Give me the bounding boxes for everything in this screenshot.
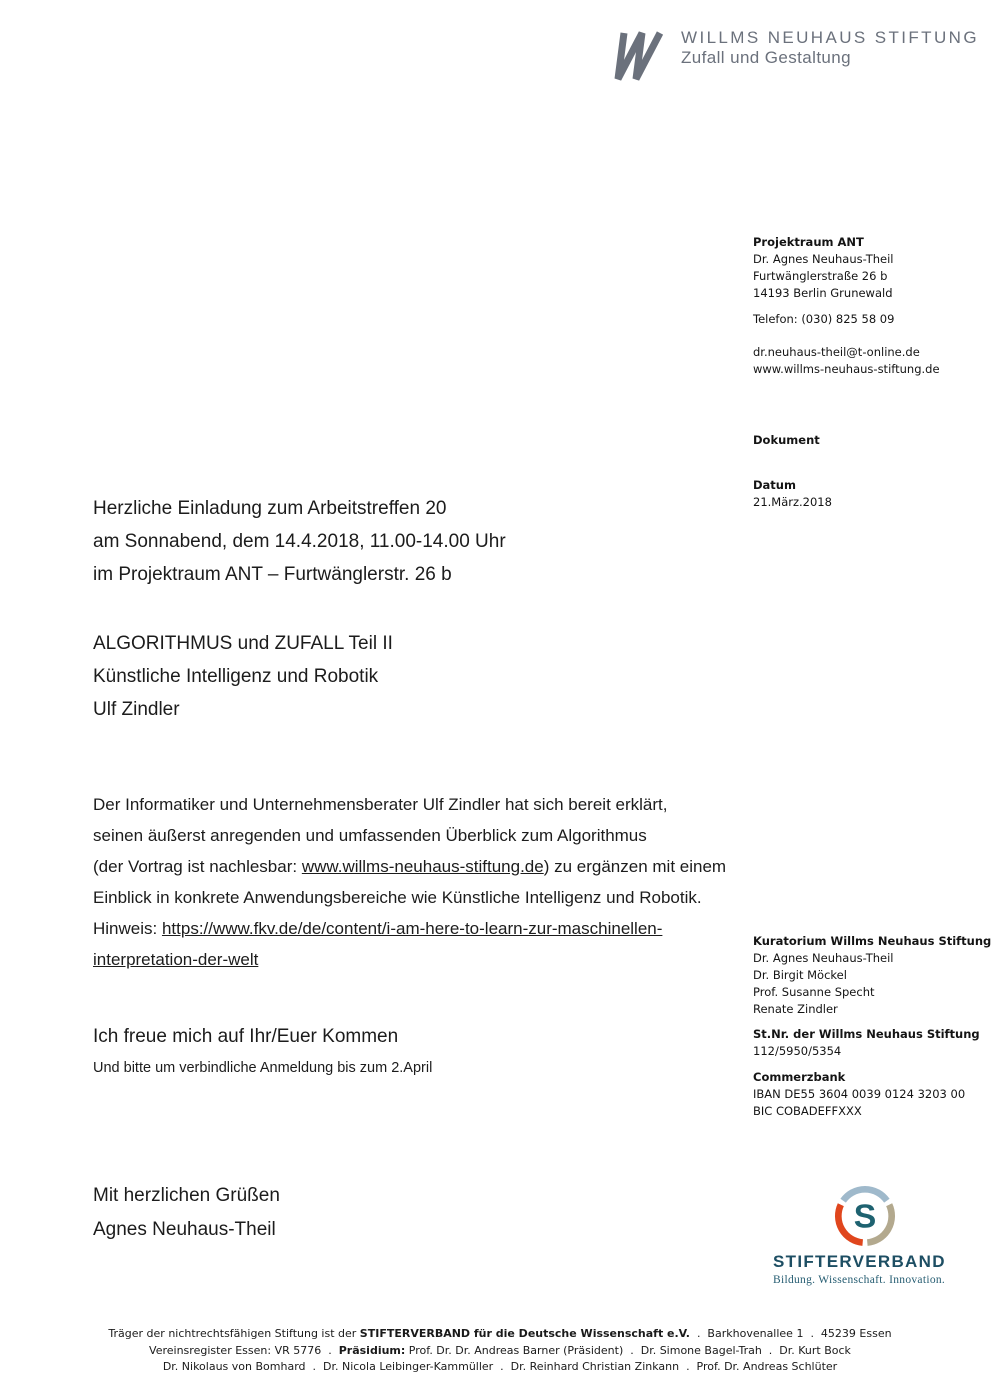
stiftung-logo <box>607 28 979 84</box>
footer-text-bold: Präsidium: <box>338 1343 406 1357</box>
stiftung-website-link[interactable]: www.willms-neuhaus-stiftung.de <box>301 857 544 876</box>
footer-text-bold: STIFTERVERBAND für die Deutsche Wissenschaft e.V. <box>359 1327 690 1340</box>
footer-text: Träger der nichtrechtsfähigen Stiftung ist der <box>108 1327 360 1340</box>
invitation-line: am Sonnabend, dem 14.4.2018, 11.00-14.00 Uhr <box>93 531 506 552</box>
footer-text: Vereinsregister Essen: VR 5776 . <box>149 1343 339 1357</box>
logo-title: WILLMS NEUHAUS STIFTUNG <box>681 28 979 47</box>
datum-value: 21.März.2018 <box>753 495 832 509</box>
topic-title: ALGORITHMUS und ZUFALL Teil II <box>93 633 393 654</box>
invitation-block <box>93 492 753 591</box>
body-paragraph <box>93 789 753 975</box>
footer-line <box>0 1326 1000 1343</box>
sidebar-phone-block <box>753 311 988 328</box>
body-text: (der Vortrag ist nachlesbar: <box>93 857 302 876</box>
body-line: Der Informatiker und Unternehmensberater Ulf Zindler hat sich bereit erklärt, <box>93 795 668 814</box>
logo-subtitle: Zufall und Gestaltung <box>681 48 851 67</box>
dokument-label: Dokument <box>753 433 820 447</box>
logo-text <box>681 28 979 68</box>
contact-phone: Telefon: (030) 825 58 09 <box>753 312 895 326</box>
bank-title: Commerzbank <box>753 1070 846 1084</box>
footer-legal <box>0 1326 1000 1376</box>
sidebar-kuratorium-block <box>753 933 992 1018</box>
contact-email[interactable]: dr.neuhaus-theil@t-online.de <box>753 345 920 359</box>
fkv-link-continued[interactable]: interpretation-der-welt <box>93 950 259 969</box>
fkv-link[interactable]: https://www.fkv.de/de/content/i-am-here-to-learn-zur-maschinellen- <box>161 919 663 938</box>
bank-bic: BIC COBADEFFXXX <box>753 1104 862 1118</box>
body-line <box>93 913 753 944</box>
stifterverband-s-letter: S <box>853 1197 877 1236</box>
stifterverband-wordmark: STIFTERVERBAND <box>773 1252 946 1271</box>
body-line: Einblick in konkrete Anwendungsbereiche wie Künstliche Intelligenz und Robotik. <box>93 888 702 907</box>
topic-speaker: Ulf Zindler <box>93 699 180 720</box>
topic-block <box>93 627 753 726</box>
contact-street: Furtwänglerstraße 26 b <box>753 269 888 283</box>
closing-block <box>93 1024 753 1079</box>
contact-city: 14193 Berlin Grunewald <box>753 286 893 300</box>
footer-text: . Barkhovenallee 1 . 45239 Essen <box>689 1327 892 1340</box>
stifterverband-tagline: Bildung. Wissenschaft. Innovation. <box>773 1274 946 1286</box>
contact-website[interactable]: www.willms-neuhaus-stiftung.de <box>753 362 940 376</box>
footer-line: Dr. Nikolaus von Bomhard . Dr. Nicola Leibinger-Kammüller . Dr. Reinhard Christian Zinkann . Prof. Dr. Andreas Schlüter <box>162 1360 838 1373</box>
stnr-title: St.Nr. der Willms Neuhaus Stiftung <box>753 1027 980 1041</box>
kuratorium-member: Renate Zindler <box>753 1002 838 1016</box>
signoff-greeting: Mit herzlichen Grüßen <box>93 1185 280 1206</box>
signoff-block <box>93 1179 753 1247</box>
sidebar-bank-block <box>753 1069 988 1120</box>
body-line: seinen äußerst anregenden und umfassenden Überblick zum Algorithmus <box>93 826 647 845</box>
kuratorium-member: Prof. Susanne Specht <box>753 985 875 999</box>
invitation-line: Herzliche Einladung zum Arbeitstreffen 20 <box>93 498 447 519</box>
bank-iban: IBAN DE55 3604 0039 0124 3203 00 <box>753 1087 966 1101</box>
body-line <box>93 944 753 975</box>
sidebar-contact-block <box>753 234 988 302</box>
closing-sentence: Ich freue mich auf Ihr/Euer Kommen <box>93 1026 399 1047</box>
invitation-line: im Projektraum ANT – Furtwänglerstr. 26 b <box>93 564 452 585</box>
signoff-name: Agnes Neuhaus-Theil <box>93 1219 276 1240</box>
footer-text: Prof. Dr. Dr. Andreas Barner (Präsident) . Dr. Simone Bagel-Trah . Dr. Kurt Bock <box>405 1343 851 1357</box>
contact-name: Dr. Agnes Neuhaus-Theil <box>753 252 894 266</box>
sidebar-datum-block <box>753 477 988 511</box>
w-logo-icon <box>607 28 669 84</box>
closing-note: Und bitte um verbindliche Anmeldung bis zum 2.April <box>93 1060 433 1076</box>
footer-line <box>0 1343 1000 1360</box>
contact-title: Projektraum ANT <box>753 235 864 249</box>
sidebar-dokument-block <box>753 432 988 449</box>
sidebar-stnr-block <box>753 1026 988 1060</box>
kuratorium-member: Dr. Agnes Neuhaus-Theil <box>753 951 894 965</box>
datum-label: Datum <box>753 478 796 492</box>
stifterverband-ring-icon <box>833 1184 897 1248</box>
topic-subtitle: Künstliche Intelligenz und Robotik <box>93 666 379 687</box>
stnr-value: 112/5950/5354 <box>753 1044 842 1058</box>
kuratorium-title: Kuratorium Willms Neuhaus Stiftung <box>753 934 992 948</box>
sidebar-online-block <box>753 344 988 378</box>
kuratorium-member: Dr. Birgit Möckel <box>753 968 847 982</box>
body-text: ) zu ergänzen mit einem <box>543 857 727 876</box>
stifterverband-logo <box>773 1184 957 1286</box>
body-text: Hinweis: <box>93 919 162 938</box>
body-line <box>93 851 753 882</box>
